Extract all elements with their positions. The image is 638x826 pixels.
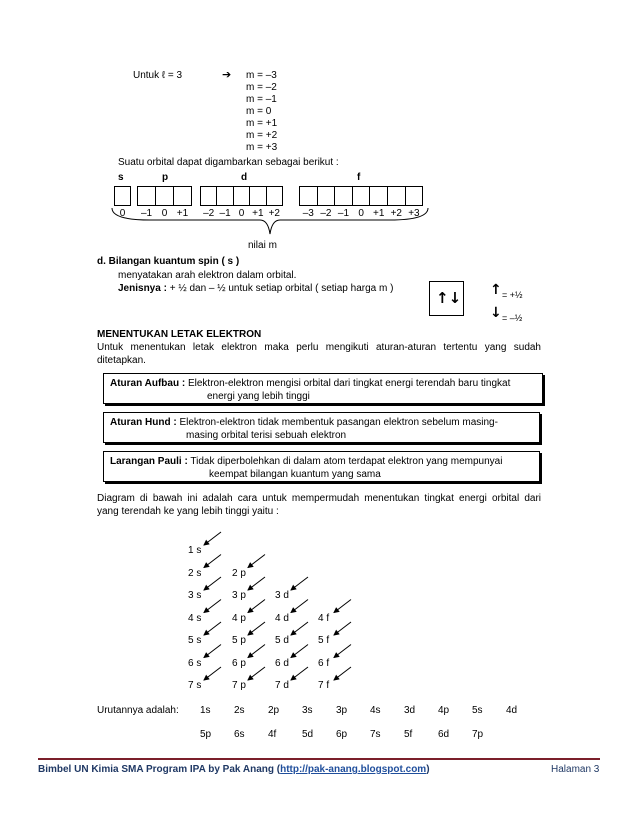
- m-value: m = 0: [246, 106, 272, 117]
- order-item: 5f: [404, 729, 413, 740]
- orbital-m-label: +1: [176, 208, 189, 219]
- orbital-level-label: 5 f: [318, 635, 330, 646]
- order-item: 7p: [472, 729, 484, 740]
- diagonal-arrow: [204, 577, 221, 590]
- order-item: 6p: [336, 729, 348, 740]
- orbital-label-s: s: [118, 172, 124, 183]
- orbital-level-label: 4 f: [318, 612, 330, 624]
- orbital-level-label: 3 d: [275, 590, 289, 601]
- orbital-level-label: 4 d: [275, 612, 289, 624]
- orbital-level-label: 5 s: [188, 635, 202, 646]
- order-item: 7s: [370, 729, 381, 740]
- diagonal-arrow: [204, 667, 221, 680]
- order-item: 6s: [234, 729, 245, 740]
- spin-up-arrow-icon: ↑: [490, 282, 502, 298]
- spin-up-value: = +½: [502, 290, 523, 300]
- order-item: 1s: [200, 705, 211, 716]
- orbital-m-label: –1: [337, 208, 350, 219]
- orbital-intro: Suatu orbital dapat digambarkan sebagai berikut :: [118, 157, 339, 168]
- orbital-m-label: +2: [390, 208, 402, 219]
- order-item: 3d: [404, 705, 416, 716]
- orbital-level-label: 7 s: [188, 680, 202, 691]
- diagonal-arrow: [334, 667, 351, 680]
- orbital-level-label: 5 p: [232, 635, 246, 646]
- orbital-m-label: 0: [358, 208, 364, 219]
- orbital-level-label: 5 d: [275, 635, 289, 646]
- diagonal-arrow: [204, 622, 221, 635]
- orbital-m-label: –3: [302, 208, 314, 219]
- spin-down-value: = –½: [502, 313, 523, 323]
- m-value: m = +2: [246, 130, 278, 141]
- orbital-m-label: 0: [161, 208, 168, 219]
- diagonal-arrow: [204, 532, 221, 545]
- footer-credit-text: Bimbel UN Kimia SMA Program IPA by Pak Anang (: [38, 764, 281, 775]
- orbital-level-label: 3 p: [232, 590, 246, 601]
- order-item: 6d: [438, 729, 450, 740]
- orbital-level-label: 7 p: [232, 680, 246, 691]
- diagonal-arrow: [334, 622, 351, 635]
- orbital-m-label: +3: [408, 208, 420, 219]
- section-line2: ditetapkan.: [97, 355, 146, 366]
- diagonal-arrow: [334, 645, 351, 658]
- order-item: 2p: [268, 705, 280, 716]
- diagram-intro-line2: yang terendah ke yang lebih tinggi yaitu :: [97, 506, 279, 517]
- orbital-level-label: 2 s: [188, 567, 202, 579]
- orbital-level-label: 4 s: [188, 612, 202, 624]
- spin-heading: d. Bilangan kuantum spin ( s ): [97, 256, 240, 267]
- order-item: 3p: [336, 705, 348, 716]
- orbital-level-label: 3 s: [188, 590, 202, 601]
- rule-hund-name: Aturan Hund :: [110, 417, 177, 428]
- orbital-level-label: 7 d: [275, 680, 289, 691]
- right-arrow-icon: ➔: [222, 68, 232, 81]
- diagonal-arrow: [204, 645, 221, 658]
- section-line1: Untuk menentukan letak elektron maka perlu mengikuti aturan-aturan tertentu yang sudah: [97, 342, 541, 353]
- diagram-intro-line1: Diagram di bawah ini adalah cara untuk mempermudah menentukan tingkat energi orbital dari: [97, 493, 541, 504]
- diagonal-arrow: [291, 667, 308, 680]
- diagonal-arrow: [291, 645, 308, 658]
- orbital-m-label: +1: [372, 208, 385, 219]
- rule-hund-line1: Elektron-elektron tidak membentuk pasangan elektron sebelum masing-: [179, 417, 498, 428]
- orbital-m-label: –1: [140, 208, 153, 219]
- m-value: m = –2: [246, 82, 277, 93]
- order-item: 4f: [268, 729, 277, 740]
- section-title: MENENTUKAN LETAK ELEKTRON: [97, 329, 262, 340]
- orbital-level-label: 2 p: [232, 567, 246, 579]
- diagonal-arrow: [291, 577, 308, 590]
- orbital-level-label: 7 f: [318, 680, 330, 691]
- order-item: 5s: [472, 705, 483, 716]
- page-number: Halaman 3: [551, 764, 600, 775]
- orbital-m-label: –2: [320, 208, 332, 219]
- spin-down-arrow-icon: ↓: [490, 305, 502, 321]
- order-item: 4d: [506, 705, 518, 716]
- orbital-level-label: 4 p: [232, 612, 246, 624]
- diagonal-arrow: [204, 600, 221, 613]
- rule-aufbau-name: Aturan Aufbau :: [110, 378, 186, 389]
- diagonal-arrow: [334, 600, 351, 613]
- rule-pauli-line2: keempat bilangan kuantum yang sama: [209, 469, 381, 480]
- m-value: m = –3: [246, 70, 277, 81]
- rule-pauli-name: Larangan Pauli :: [110, 456, 188, 467]
- rule-pauli-line1: Tidak diperbolehkan di dalam atom terdapat elektron yang mempunyai: [190, 456, 503, 467]
- orbital-m-label: –2: [203, 208, 215, 219]
- orbital-label-f: f: [357, 172, 361, 183]
- m-value: m = +1: [246, 118, 278, 129]
- orbital-m-label: 0: [119, 208, 126, 219]
- orbital-m-label: –1: [219, 208, 231, 219]
- brace-label: nilai m: [248, 240, 277, 251]
- m-value: m = +3: [246, 142, 278, 153]
- order-item: 5d: [302, 729, 314, 740]
- orbital-level-label: 6 d: [275, 657, 289, 669]
- order-item: 3s: [302, 705, 313, 716]
- orbital-label-p: p: [162, 172, 169, 183]
- footer-rule: [38, 758, 600, 760]
- diagonal-arrow: [204, 555, 221, 568]
- rule-aufbau-line2: energi yang lebih tinggi: [207, 391, 310, 402]
- diagonal-arrow: [248, 600, 265, 613]
- orbital-m-label: +1: [252, 208, 264, 219]
- diagonal-arrow: [248, 555, 265, 568]
- diagonal-arrow: [248, 645, 265, 658]
- footer-credit-close: ): [426, 764, 430, 775]
- orbital-label-d: d: [241, 172, 248, 183]
- orbital-level-label: 1 s: [188, 545, 202, 556]
- diagonal-arrow: [248, 622, 265, 635]
- rule-aufbau-line1: Elektron-elektron mengisi orbital dari tingkat energi terendah baru tingkat: [187, 378, 511, 389]
- spin-types-label: Jenisnya :: [118, 283, 167, 294]
- diagonal-arrow: [248, 577, 265, 590]
- spin-types-text: + ½ dan – ½ untuk setiap orbital ( setiap harga m ): [169, 283, 394, 294]
- order-item: 5p: [200, 729, 212, 740]
- diagonal-arrow: [291, 622, 308, 635]
- orbital-level-label: 6 s: [188, 657, 202, 669]
- orbital-level-label: 6 f: [318, 657, 330, 669]
- orbital-m-label: 0: [238, 208, 245, 219]
- order-item: 4s: [370, 705, 381, 716]
- footer-link[interactable]: http://pak-anang.blogspot.com: [280, 764, 427, 775]
- spin-pair-arrows-icon: ↑↓: [436, 289, 462, 307]
- order-item: 4p: [438, 705, 450, 716]
- diagonal-arrow: [248, 667, 265, 680]
- order-item: 2s: [234, 705, 245, 716]
- l-label: Untuk ℓ = 3: [133, 70, 183, 81]
- footer-credit: [38, 764, 430, 775]
- orbital-m-label: +2: [268, 208, 280, 219]
- spin-desc: menyatakan arah elektron dalam orbital.: [118, 270, 297, 281]
- m-value: m = –1: [246, 94, 277, 105]
- orbital-level-label: 6 p: [232, 657, 246, 669]
- rule-hund-line2: masing orbital terisi sebuah elektron: [186, 430, 347, 441]
- diagonal-arrow: [291, 600, 308, 613]
- order-label: Urutannya adalah:: [97, 705, 179, 716]
